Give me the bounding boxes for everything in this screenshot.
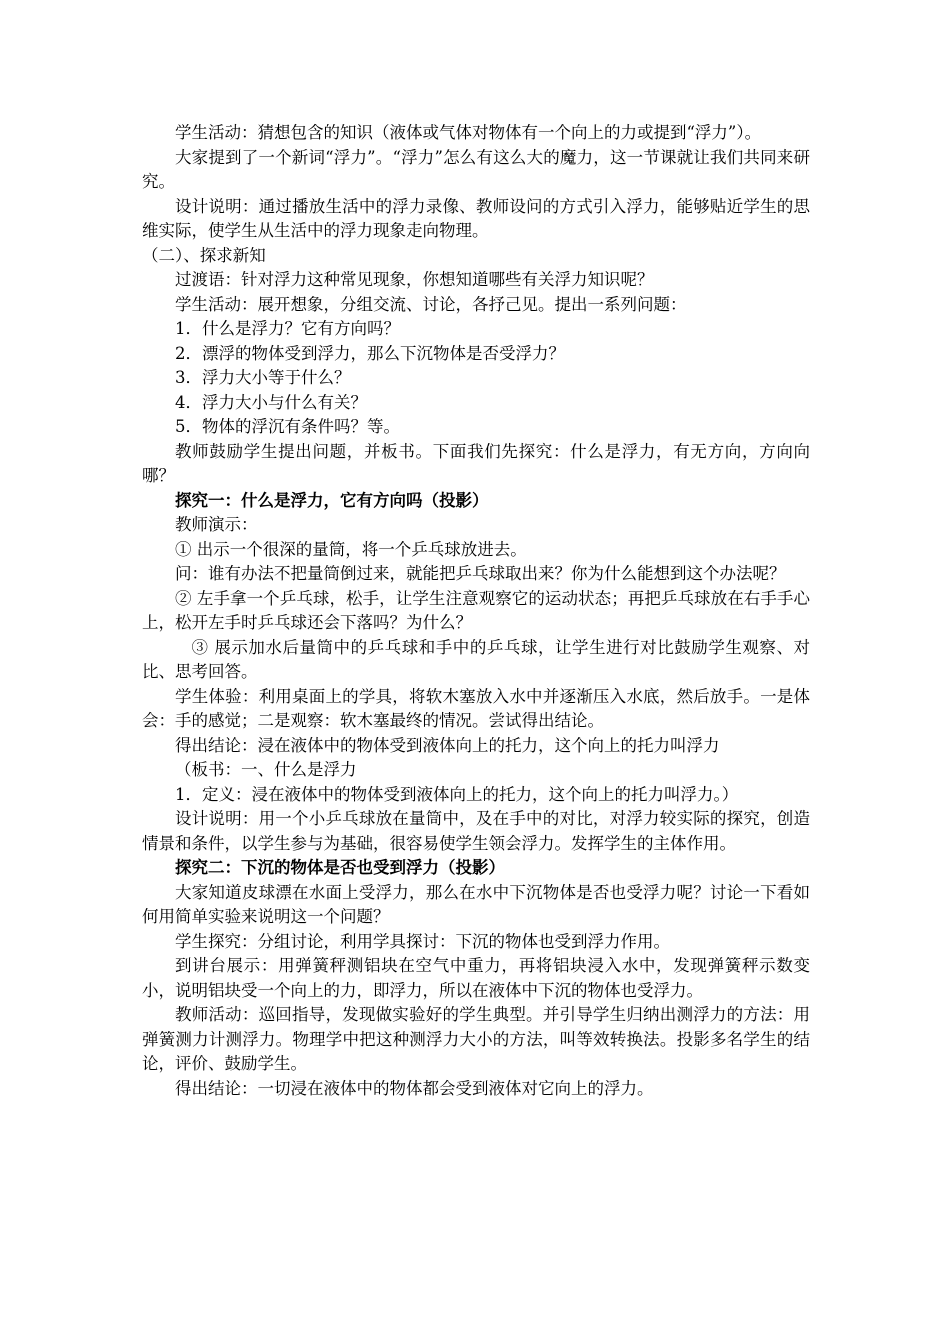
paragraph: 教师鼓励学生提出问题，并板书。下面我们先探究：什么是浮力，有无方向，方向向哪？: [142, 441, 810, 485]
paragraph: 学生体验：利用桌面上的学具，将软木塞放入水中并逐渐压入水底，然后放手。一是体会：手的感觉；二是观察：软木塞最终的情况。尝试得出结论。: [142, 686, 810, 730]
paragraph: 教师演示：: [175, 515, 258, 534]
paragraph: ② 左手拿一个乒乓球，松手，让学生注意观察它的运动状态；再把乒乓球放在右手手心上，松开左手时乒乓球还会下落吗？为什么？: [142, 588, 810, 632]
paragraph: 教师活动：巡回指导，发现做实验好的学生典型。并引导学生归纳出测浮力的方法：用弹簧测力计测浮力。物理学中把这种测浮力大小的方法，叫等效转换法。投影多名学生的结论，评价、鼓励学生。: [142, 1005, 810, 1073]
section-heading: 探究二：下沉的物体是否也受到浮力（投影）: [175, 858, 505, 877]
paragraph: 1．什么是浮力？它有方向吗？: [175, 319, 400, 338]
paragraph: （板书：一、什么是浮力: [175, 760, 357, 779]
paragraph: 4．浮力大小与什么有关？: [175, 392, 367, 412]
document-page: [142, 121, 810, 1101]
paragraph: 到讲台展示：用弹簧秤测铝块在空气中重力，再将铝块浸入水中，发现弹簧秤示数变小，说明铝块受一个向上的力，即浮力，所以在液体中下沉的物体也受浮力。: [142, 956, 810, 1000]
paragraph: 学生探究：分组讨论，利用学具探讨：下沉的物体也受到浮力作用。: [175, 931, 670, 951]
paragraph: 大家提到了一个新词“浮力”。“浮力”怎么有这么大的魔力，这一节课就让我们共同来研究。: [142, 147, 810, 191]
paragraph: 过渡语：针对浮力这种常见现象，你想知道哪些有关浮力知识呢？: [175, 270, 654, 289]
paragraph: 2．漂浮的物体受到浮力，那么下沉物体是否受浮力？: [175, 343, 565, 363]
paragraph: 3．浮力大小等于什么？: [175, 368, 351, 387]
paragraph: 问：谁有办法不把量筒倒过来，就能把乒乓球取出来？你为什么能想到这个办法呢？: [175, 564, 786, 583]
paragraph: （二）、探求新知: [142, 245, 266, 265]
paragraph: 设计说明：通过播放生活中的浮力录像、教师设问的方式引入浮力，能够贴近学生的思维实际，使学生从生活中的浮力现象走向物理。: [142, 196, 810, 240]
paragraph: 得出结论：浸在液体中的物体受到液体向上的托力，这个向上的托力叫浮力: [175, 735, 720, 755]
paragraph: ③ 展示加水后量筒中的乒乓球和手中的乒乓球，让学生进行对比鼓励学生观察、对比、思考回答。: [142, 637, 810, 681]
paragraph: 设计说明：用一个小乒乓球放在量筒中，及在手中的对比，对浮力较实际的探究，创造情景和条件，以学生参与为基础，很容易使学生领会浮力。发挥学生的主体作用。: [142, 809, 810, 853]
paragraph: 大家知道皮球漂在水面上受浮力，那么在水中下沉物体是否也受浮力呢？讨论一下看如何用简单实验来说明这一个问题？: [142, 882, 810, 926]
paragraph: ① 出示一个很深的量筒，将一个乒乓球放进去。: [175, 539, 527, 559]
paragraph: 学生活动：展开想象，分组交流、讨论，各抒己见。提出一系列问题：: [175, 294, 687, 314]
paragraph: 5．物体的浮沉有条件吗？等。: [175, 417, 400, 436]
paragraph: 1．定义：浸在液体中的物体受到液体向上的托力，这个向上的托力叫浮力。）: [175, 784, 739, 804]
paragraph: 得出结论：一切浸在液体中的物体都会受到液体对它向上的浮力。: [175, 1078, 654, 1098]
section-heading: 探究一：什么是浮力，它有方向吗（投影）: [175, 490, 489, 510]
paragraph: 学生活动：猜想包含的知识（液体或气体对物体有一个向上的力或提到“浮力”）。: [175, 123, 762, 142]
